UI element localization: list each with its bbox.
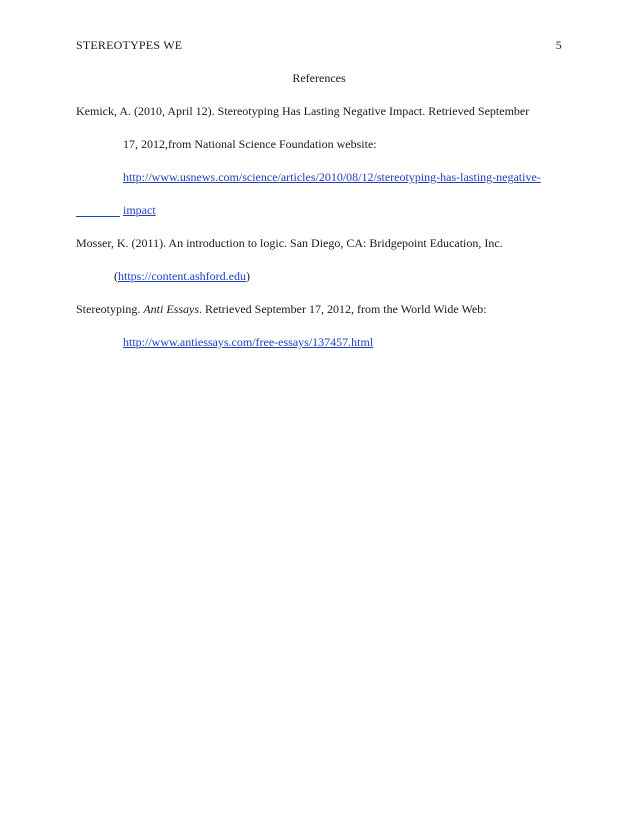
reference-mosser-url-line xyxy=(76,268,562,284)
page-header xyxy=(76,38,562,54)
reference-stereotyping-line-1 xyxy=(76,301,562,317)
references-section xyxy=(76,70,562,350)
reference-mosser-line-1: Mosser, K. (2011). An introduction to logic. San Diego, CA: Bridgepoint Education, Inc. xyxy=(76,236,503,250)
paren-close: ) xyxy=(245,269,250,283)
reference-kemick-link-continued[interactable]: impact xyxy=(123,203,156,217)
reference-stereotyping-source: Anti Essays xyxy=(143,302,199,316)
reference-stereotyping-url-line xyxy=(76,334,562,350)
hyperlink-underline-rule xyxy=(76,216,120,217)
running-head: STEREOTYPES WE xyxy=(76,38,183,52)
reference-kemick-line-2: 17, 2012,from National Science Foundation website: xyxy=(123,137,377,151)
reference-stereotyping-rest: . Retrieved September 17, 2012, from the World Wide Web: xyxy=(199,302,487,316)
page-number: 5 xyxy=(555,38,562,52)
paren-open: ( xyxy=(114,269,118,283)
reference-kemick-url-line-2 xyxy=(76,202,562,218)
reference-kemick-line-1: Kemick, A. (2010, April 12). Stereotyping Has Lasting Negative Impact. Retrieved September xyxy=(76,104,530,118)
references-heading: References xyxy=(292,71,346,85)
reference-mosser-link[interactable]: https://content.ashford.edu xyxy=(118,269,246,283)
reference-stereotyping-title: Stereotyping. xyxy=(76,302,141,316)
reference-stereotyping-link[interactable]: http://www.antiessays.com/free-essays/137457.html xyxy=(123,335,374,349)
reference-kemick-link[interactable]: http://www.usnews.com/science/articles/2010/08/12/stereotyping-has-lasting-negative- xyxy=(123,170,541,184)
reference-kemick-url-line-1 xyxy=(76,169,562,185)
